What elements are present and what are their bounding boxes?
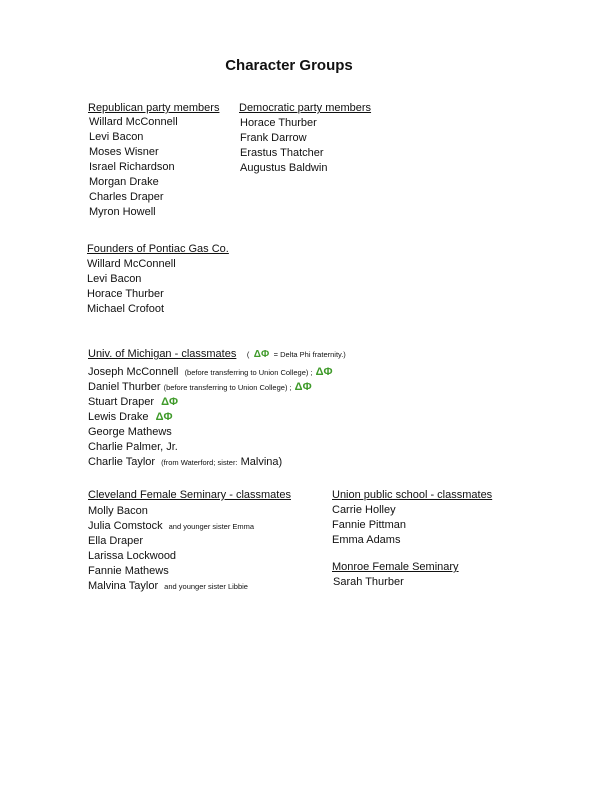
list-item <box>88 579 291 594</box>
monroe-list <box>333 575 459 590</box>
cleveland-header: Cleveland Female Seminary - classmates <box>88 489 291 501</box>
list-item: Frank Darrow <box>240 132 307 144</box>
umich-legend-open: ( <box>246 350 250 359</box>
list-item: Willard McConnell <box>87 258 176 270</box>
monroe-header: Monroe Female Seminary <box>332 561 459 573</box>
classmate-note: (from Waterford; sister: <box>161 458 238 467</box>
list-item <box>88 380 346 395</box>
classmate-name: Malvina Taylor <box>88 580 159 592</box>
list-item <box>88 564 291 579</box>
list-item: Horace Thurber <box>240 117 317 129</box>
list-item: Moses Wisner <box>89 146 159 158</box>
list-item <box>88 549 291 564</box>
list-item: Emma Adams <box>332 534 401 546</box>
list-item <box>88 365 346 380</box>
list-item: Israel Richardson <box>89 161 175 173</box>
delta-phi-symbol: ΔΦ <box>294 381 312 393</box>
classmate-note: and younger sister Emma <box>168 522 255 531</box>
classmate-name: Stuart Draper <box>88 396 155 408</box>
list-item <box>88 534 291 549</box>
classmate-note: and younger sister Libbie <box>164 582 248 591</box>
republican-list <box>89 115 219 220</box>
classmate-name: Julia Comstock <box>88 520 163 532</box>
union-list <box>332 503 492 548</box>
classmate-name: Charlie Taylor <box>88 456 156 468</box>
classmate-name: Fannie Mathews <box>88 565 169 577</box>
list-item: Augustus Baldwin <box>240 162 328 174</box>
delta-phi-symbol: ΔΦ <box>315 366 333 378</box>
umich-section <box>88 344 346 470</box>
umich-header-row <box>88 344 346 362</box>
classmate-name: Joseph McConnell <box>88 366 179 378</box>
list-item <box>88 410 346 425</box>
founders-header: Founders of Pontiac Gas Co. <box>87 243 229 255</box>
list-item: Charles Draper <box>89 191 164 203</box>
classmate-name: Ella Draper <box>88 535 144 547</box>
democratic-header: Democratic party members <box>239 102 372 114</box>
republican-section <box>88 102 219 220</box>
democratic-section <box>239 102 371 176</box>
union-section <box>332 489 492 548</box>
umich-list <box>88 365 346 470</box>
union-header: Union public school - classmates <box>332 489 493 501</box>
classmate-name: Molly Bacon <box>88 505 148 517</box>
umich-header: Univ. of Michigan - classmates <box>88 348 237 360</box>
delta-phi-symbol: ΔΦ <box>161 396 179 408</box>
list-item <box>88 504 291 519</box>
list-item: Horace Thurber <box>87 288 164 300</box>
list-item: Myron Howell <box>89 206 156 218</box>
classmate-note-name: Malvina) <box>240 456 283 468</box>
list-item <box>88 455 346 470</box>
page-title: Character Groups <box>225 57 353 74</box>
list-item: Levi Bacon <box>89 131 144 143</box>
democratic-list <box>240 116 371 176</box>
classmate-name: Daniel Thurber <box>88 381 161 393</box>
list-item: Morgan Drake <box>89 176 159 188</box>
list-item: Carrie Holley <box>332 504 396 516</box>
republican-header: Republican party members <box>88 102 220 114</box>
list-item: Sarah Thurber <box>333 576 404 588</box>
list-item <box>88 395 346 410</box>
delta-phi-symbol: ΔΦ <box>253 349 270 360</box>
classmate-name: Larissa Lockwood <box>88 550 177 562</box>
classmate-name: Lewis Drake <box>88 411 149 423</box>
umich-legend-text: = Delta Phi fraternity.) <box>273 350 346 359</box>
classmate-name: George Mathews <box>88 426 172 438</box>
list-item <box>88 425 346 440</box>
list-item: Willard McConnell <box>89 116 178 128</box>
founders-section <box>87 243 229 317</box>
list-item: Levi Bacon <box>87 273 142 285</box>
founders-list <box>87 257 229 317</box>
list-item <box>88 519 291 534</box>
classmate-note: (before transferring to Union College) ; <box>184 368 313 377</box>
classmate-name: Charlie Palmer, Jr. <box>88 441 178 453</box>
classmate-note: (before transferring to Union College) ; <box>163 383 292 392</box>
list-item <box>88 440 346 455</box>
monroe-section <box>332 561 459 590</box>
cleveland-list <box>88 504 291 594</box>
list-item: Michael Crofoot <box>87 303 165 315</box>
list-item: Fannie Pittman <box>332 519 406 531</box>
cleveland-section <box>88 489 291 594</box>
delta-phi-symbol: ΔΦ <box>155 411 173 423</box>
list-item: Erastus Thatcher <box>240 147 324 159</box>
